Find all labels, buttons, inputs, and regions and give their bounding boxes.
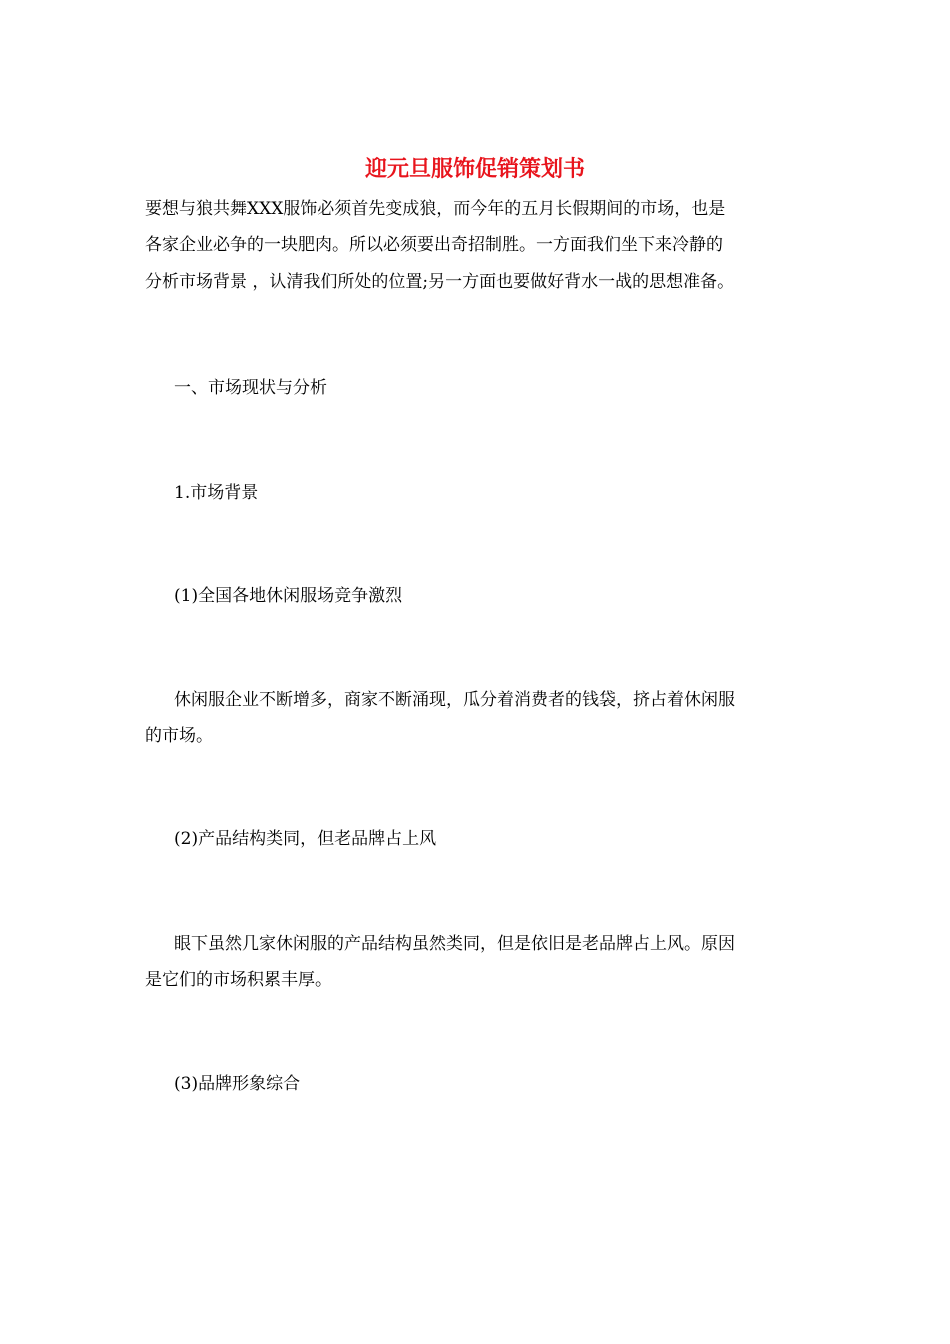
document-title: 迎元旦服饰促销策划书 (364, 156, 585, 182)
item-heading-1: (1)全国各地休闲服场竞争激烈 (174, 586, 403, 606)
item-heading-3: (3)品牌形象综合 (174, 1074, 301, 1094)
item-2-line-1: 眼下虽然几家休闲服的产品结构虽然类同，但是依旧是老品牌占上风。原因 (174, 934, 735, 954)
intro-line-1: 要想与狼共舞XXX服饰必须首先变成狼，而今年的五月长假期间的市场，也是 (145, 199, 726, 219)
intro-line-2: 各家企业必争的一块肥肉。所以必须要出奇招制胜。一方面我们坐下来冷静的 (145, 235, 723, 255)
section-heading: 一、市场现状与分析 (174, 378, 327, 398)
item-1-line-2: 的市场。 (145, 726, 213, 746)
item-2-line-2: 是它们的市场积累丰厚。 (145, 970, 332, 990)
subsection-heading: 1.市场背景 (174, 483, 259, 503)
intro-line-3: 分析市场背景 ，认清我们所处的位置;另一方面也要做好背水一战的思想准备。 (145, 272, 735, 292)
item-heading-2: (2)产品结构类同，但老品牌占上风 (174, 829, 437, 849)
item-1-line-1: 休闲服企业不断增多，商家不断涌现，瓜分着消费者的钱袋，挤占着休闲服 (174, 690, 735, 710)
